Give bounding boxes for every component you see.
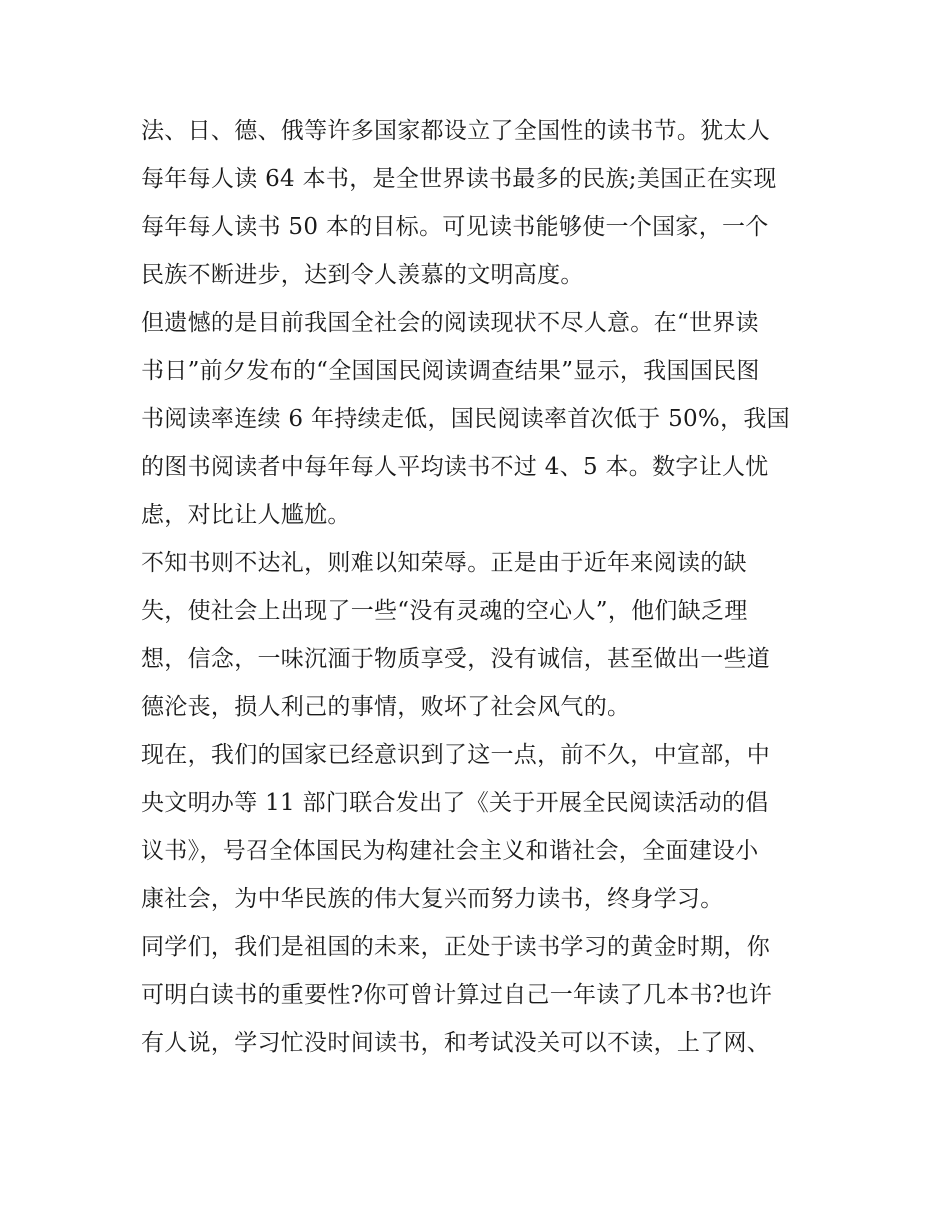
text-line: 想，信念，一味沉湎于物质享受，没有诚信，甚至做出一些道 [141,646,771,672]
text-line: 失，使社会上出现了一些“没有灵魂的空心人”，他们缺乏理 [141,598,748,624]
paragraph-students-appeal [141,923,821,1067]
text-line: 央文明办等 11 部门联合发出了《关于开展全民阅读活动的倡 [141,790,769,816]
text-line: 不知书则不达礼，则难以知荣辱。正是由于近年来阅读的缺 [141,550,747,576]
text-line: 每年每人读 64 本书，是全世界读书最多的民族;美国正在实现 [141,166,777,192]
paragraph-national-initiative [141,731,821,923]
paragraph-lack-of-reading [141,539,821,731]
text-line: 有人说，学习忙没时间读书，和考试没关可以不读，上了网、 [141,1030,771,1056]
text-line: 民族不断进步，达到令人羡慕的文明高度。 [141,262,584,288]
text-line: 法、日、德、俄等许多国家都设立了全国性的读书节。犹太人 [141,118,771,144]
text-line: 现在，我们的国家已经意识到了这一点，前不久，中宣部，中 [141,742,771,768]
text-line: 议书》，号召全体国民为构建社会主义和谐社会，全面建设小 [141,838,759,864]
text-line: 德沦丧，损人利己的事情，败坏了社会风气的。 [141,694,631,720]
text-line: 的图书阅读者中每年每人平均读书不过 4、5 本。数字让人忧 [141,454,769,480]
text-line: 书日”前夕发布的“全国国民阅读调查结果”显示，我国国民图 [141,358,760,384]
text-line: 可明白读书的重要性?你可曾计算过自己一年读了几本书?也许 [141,982,773,1008]
text-line: 书阅读率连续 6 年持续走低，国民阅读率首次低于 50%，我国 [141,406,790,432]
paragraph-reading-status [141,299,821,539]
text-line: 每年每人读书 50 本的目标。可见读书能够使一个国家，一个 [141,214,769,240]
document-body [141,107,821,1067]
text-line: 但遗憾的是目前我国全社会的阅读现状不尽人意。在“世界读 [141,310,759,336]
text-line: 同学们，我们是祖国的未来，正处于读书学习的黄金时期，你 [141,934,771,960]
paragraph-reading-festivals [141,107,821,299]
text-line: 康社会，为中华民族的伟大复兴而努力读书，终身学习。 [141,886,724,912]
text-line: 虑，对比让人尴尬。 [141,502,351,528]
